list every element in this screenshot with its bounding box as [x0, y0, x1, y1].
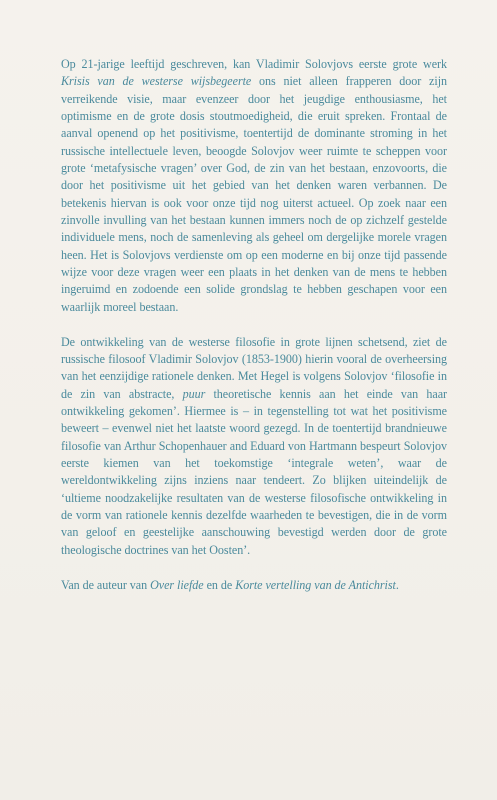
book-title-krisis: Krisis van de westerse wijsbegeerte [61, 74, 252, 89]
paragraph-development [61, 334, 447, 559]
emphasis-puur: puur [182, 386, 206, 401]
text-run: en de [203, 577, 236, 592]
blurb-text [61, 56, 447, 594]
text-run: Op 21-jarige leeftijd geschreven, kan Vladimir Solovjovs eerste grote werk [61, 57, 447, 71]
text-run: . [395, 577, 399, 592]
text-run: Van de auteur van [61, 577, 151, 592]
book-title-antichrist: Korte vertelling van de Antichrist [235, 577, 396, 592]
text-run: theoretische kennis aan het einde van haar ontwikkeling gekomen’. Hiermee is – in tegenstelling tot wat het positivisme beweert – evenwel niet het laatste woord gezegd. In de toentertijd brandnieuwe filosofie van Arthur Schopenhauer and Eduard von Hartmann bespeurt Solovjov eerste kiemen van het toekomstige ‘integrale weten’, waar de wereldontwikkeling zijns inziens naar tendeert. Zo blijken uiteindelijk de ‘ultieme noodzakelijke resultaten van de westerse filosofische ontwikkeling in de vorm van rationele kennis dezelfde waarheden te bevestigen, die in de vorm van geloof en geestelijke aanschouwing bevestigd werden door de grote theologische doctrines van het Oosten’. [61, 386, 447, 557]
text-run: ons niet alleen frapperen door zijn verreikende visie, maar evenzeer door het jeugdige enthousiasme, het optimisme en de grote dosis stoutmoedigheid, die eruit spreken. Frontaal de aanval openend op het positivisme, toentertijd de dominante stroming in het russische intellectuele leven, beoogde Solovjov weer ruimte te scheppen voor grote ‘metafysische vragen’ over God, de zin van het bestaan, enzovoorts, die door het positivisme uit het gebied van het denken waren verbannen. De betekenis hiervan is ook voor onze tijd nog uiterst actueel. Op zoek naar een zinvolle invulling van het bestaan kunnen immers noch de op zichzelf gestelde individuele mens, noch de samenleving als geheel om dergelijke morele vragen heen. Het is Solovjovs verdienste om op een moderne en bij onze tijd passende wijze voor deze vragen weer een plaats in het denken van de mens te hebben ingeruimd en zodoende een solide grondslag te hebben geschapen voor een waarlijk moreel bestaan. [61, 74, 447, 314]
paragraph-intro [61, 56, 447, 316]
book-title-over-liefde: Over liefde [150, 577, 204, 592]
paragraph-author-note [61, 577, 447, 594]
text-run: De ontwikkeling van de westerse filosofie in grote lijnen schetsend, ziet de russische filosoof Vladimir Solovjov (1853-1900) hierin vooral de overheersing van het eenzijdige rationele denken. Met Hegel is volgens Solovjov ‘filosofie in de zin van abstracte, [61, 334, 447, 401]
